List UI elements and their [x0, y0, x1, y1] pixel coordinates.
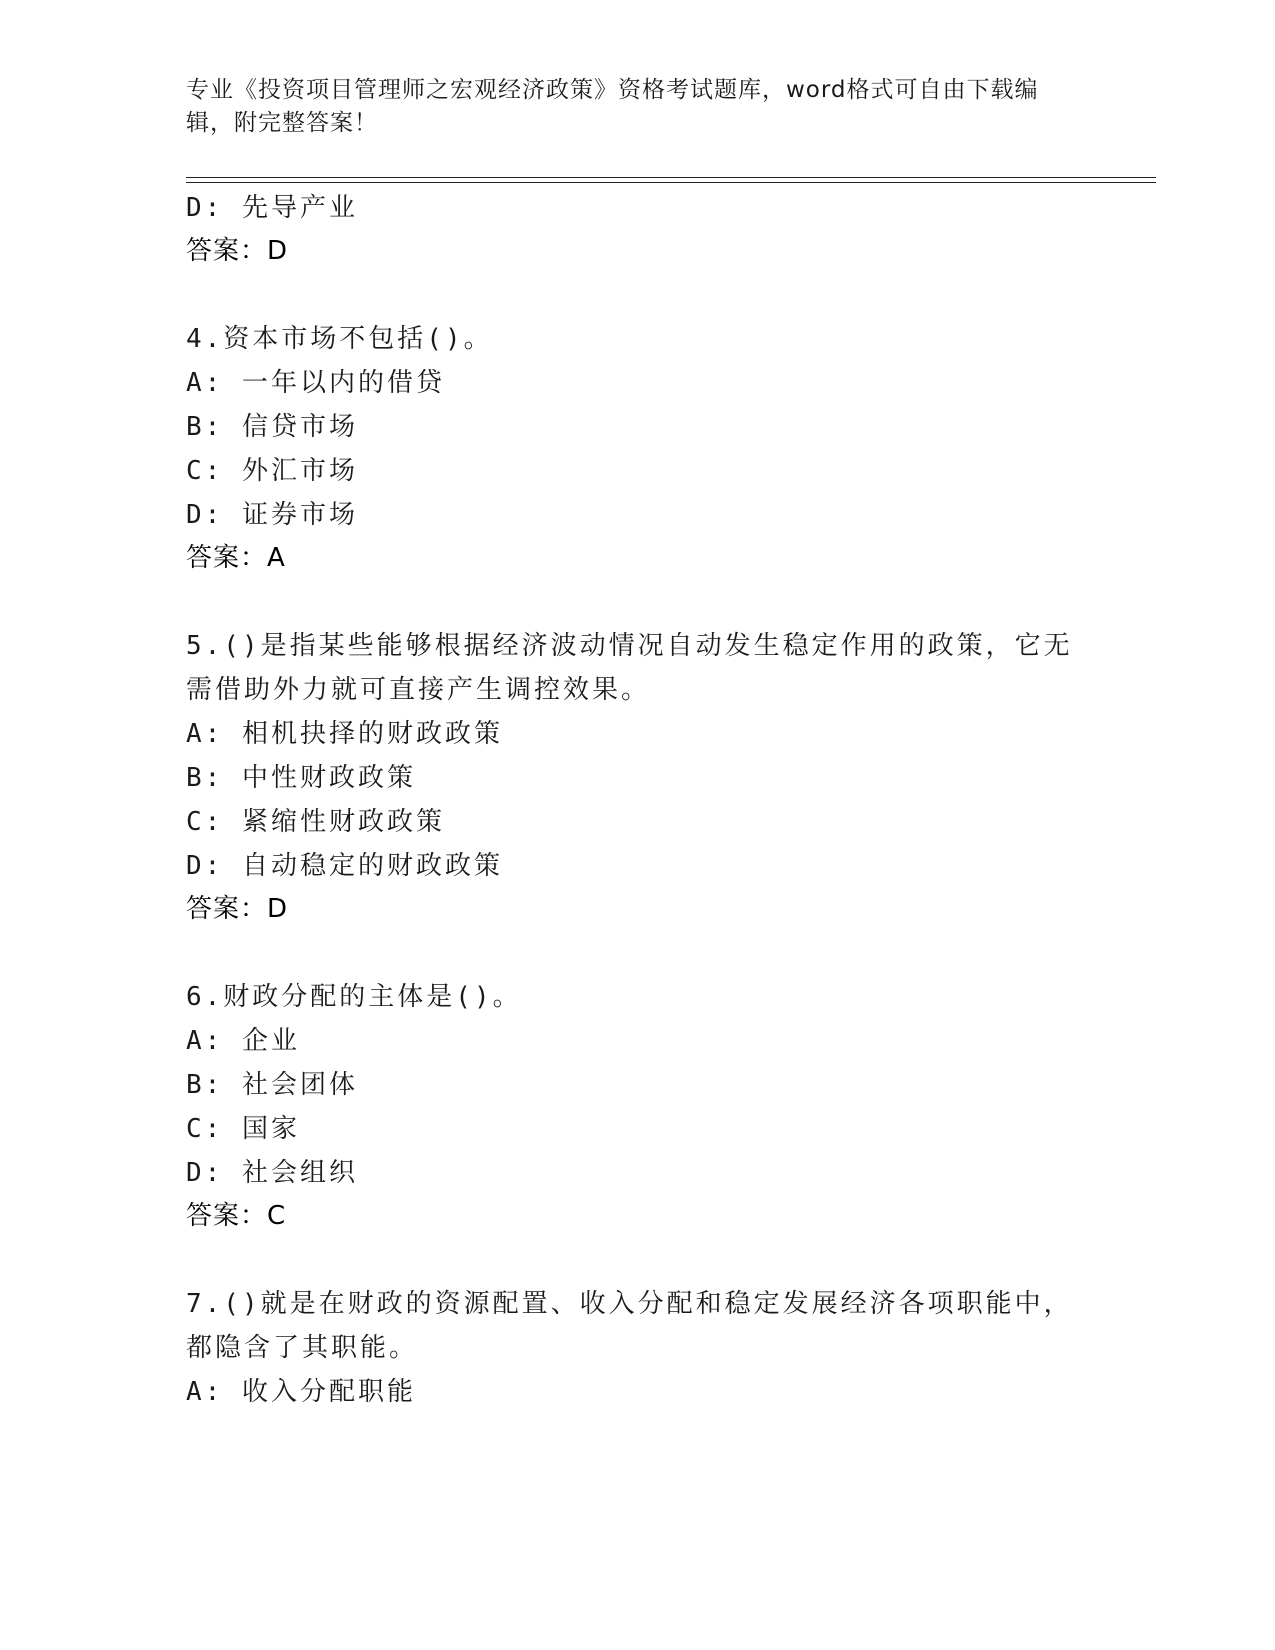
answer: 答案：D: [186, 894, 289, 924]
option-b: B: 社会团体: [186, 1070, 358, 1100]
question-stem-cont: 需借助外力就可直接产生调控效果。: [186, 675, 651, 705]
option-a: A: 企业: [186, 1026, 300, 1056]
option-c: C: 外汇市场: [186, 456, 358, 486]
answer: 答案：D: [186, 236, 289, 266]
question-stem: 7.()就是在财政的资源配置、收入分配和稳定发展经济各项职能中，: [186, 1289, 1073, 1319]
question-stem: 4.资本市场不包括()。: [186, 324, 493, 354]
option-c: C: 国家: [186, 1114, 300, 1144]
header-line-1: 专业《投资项目管理师之宏观经济政策》资格考试题库，word格式可自由下载编: [186, 77, 1039, 103]
header-line-2: 辑，附完整答案！: [186, 110, 378, 136]
option-a: A: 相机抉择的财政政策: [186, 719, 503, 749]
option-d: D: 证券市场: [186, 500, 358, 530]
option-c: C: 紧缩性财政政策: [186, 807, 445, 837]
answer: 答案：A: [186, 543, 286, 573]
option-d: D: 先导产业: [186, 193, 358, 223]
option-d: D: 自动稳定的财政政策: [186, 851, 503, 881]
option-b: B: 信贷市场: [186, 412, 358, 442]
question-stem: 6.财政分配的主体是()。: [186, 982, 522, 1012]
option-a: A: 收入分配职能: [186, 1377, 416, 1407]
question-stem-cont: 都隐含了其职能。: [186, 1333, 419, 1363]
question-stem: 5.()是指某些能够根据经济波动情况自动发生稳定作用的政策，它无: [186, 631, 1073, 661]
option-d: D: 社会组织: [186, 1158, 358, 1188]
option-b: B: 中性财政政策: [186, 763, 416, 793]
header-divider-top: [186, 177, 1156, 178]
option-a: A: 一年以内的借贷: [186, 368, 445, 398]
header-divider-bottom: [186, 182, 1156, 183]
answer: 答案：C: [186, 1201, 287, 1231]
document-header: [186, 74, 1066, 140]
